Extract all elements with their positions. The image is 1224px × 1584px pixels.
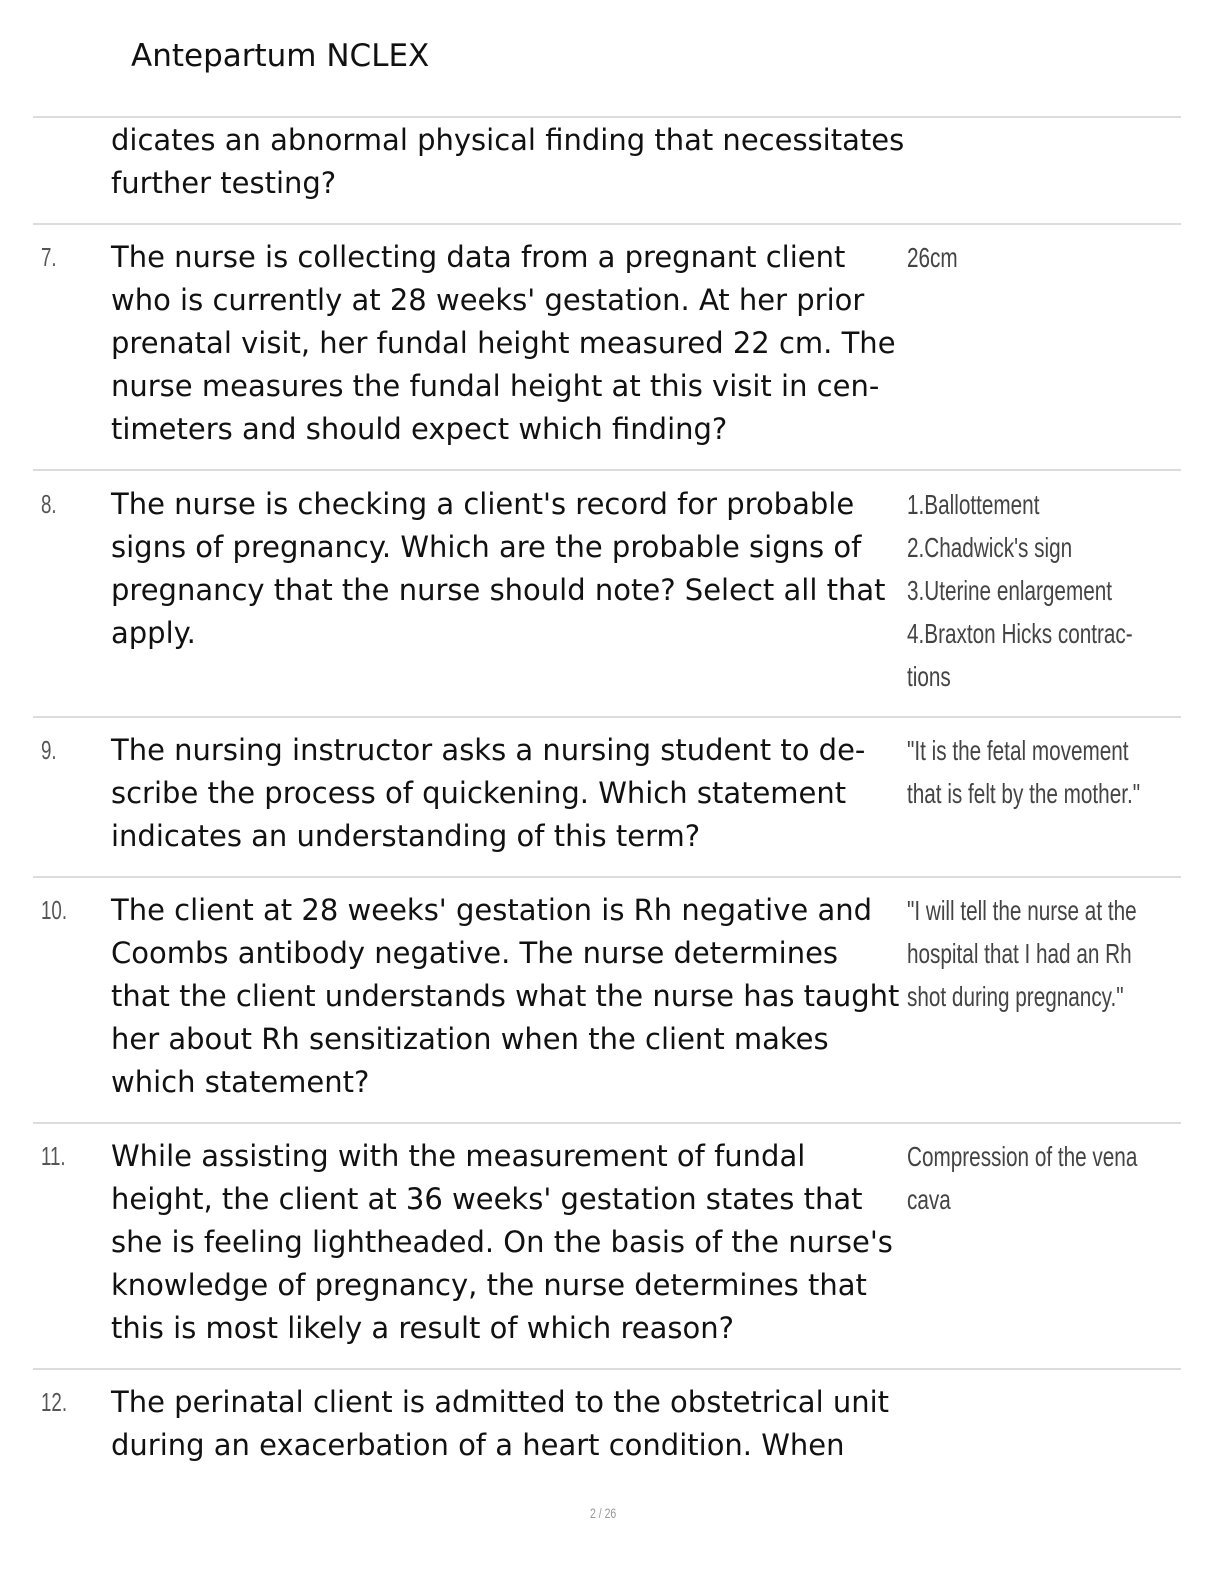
question-line: scribe the process of quickening. Which statement [111, 776, 847, 810]
answer-line: shot during pregnancy." [907, 981, 1124, 1012]
question-number: 9. [41, 735, 57, 765]
question-line: prenatal visit, her fundal height measured 22 cm. The [111, 326, 896, 360]
answer-text [907, 483, 1133, 698]
question-line: Coombs antibody negative. The nurse determines [111, 936, 839, 970]
question-line: her about Rh sensitization when the client makes [111, 1022, 829, 1056]
question-line: dicates an abnormal physical finding that necessitates [111, 123, 905, 157]
question-line: who is currently at 28 weeks' gestation. At her prior [111, 283, 865, 317]
question-number: 10. [41, 895, 68, 925]
question-line: this is most likely a result of which reason? [111, 1311, 735, 1345]
question-text [111, 729, 901, 858]
answer-line: 3.Uterine enlargement [907, 575, 1113, 606]
question-line: during an exacerbation of a heart condition. When [111, 1428, 845, 1462]
question-number: 11. [41, 1141, 66, 1171]
question-line: pregnancy that the nurse should note? Select all that [111, 573, 886, 607]
question-line: The perinatal client is admitted to the obstetrical unit [111, 1385, 890, 1419]
page-title: Antepartum NCLEX [131, 38, 430, 74]
question-number: 12. [41, 1387, 68, 1417]
question-line: The client at 28 weeks' gestation is Rh negative and [111, 893, 873, 927]
answer-line: tions [907, 661, 951, 692]
question-text [111, 1135, 901, 1350]
question-text [111, 889, 901, 1104]
divider [33, 716, 1181, 718]
question-line: The nursing instructor asks a nursing student to de- [111, 733, 866, 767]
question-text [111, 1381, 901, 1467]
question-line: she is feeling lightheaded. On the basis of the nurse's [111, 1225, 893, 1259]
divider [33, 1122, 1181, 1124]
answer-text [907, 236, 1129, 279]
divider [33, 116, 1181, 118]
question-line: knowledge of pregnancy, the nurse determines that [111, 1268, 867, 1302]
question-text [111, 483, 901, 655]
answer-line: 26cm [907, 242, 958, 273]
answer-line: 2.Chadwick's sign [907, 532, 1073, 563]
continued-question-text [111, 119, 905, 205]
question-line: indicates an understanding of this term? [111, 819, 701, 853]
question-line: further testing? [111, 166, 337, 200]
question-line: apply. [111, 616, 196, 650]
question-number: 8. [41, 489, 57, 519]
answer-line: "It is the fetal movement [907, 735, 1129, 766]
divider [33, 1368, 1181, 1370]
question-line: height, the client at 36 weeks' gestation states that [111, 1182, 863, 1216]
question-number: 7. [41, 242, 57, 272]
divider [33, 223, 1181, 225]
question-line: timeters and should expect which finding? [111, 412, 728, 446]
answer-text [907, 889, 1137, 1018]
answer-line: that is felt by the mother." [907, 778, 1141, 809]
question-line: While assisting with the measurement of fundal [111, 1139, 806, 1173]
question-line: nurse measures the fundal height at this visit in cen- [111, 369, 880, 403]
question-text [111, 236, 901, 451]
answer-text [907, 1135, 1138, 1221]
question-line: The nurse is checking a client's record for probable [111, 487, 855, 521]
answer-line: 4.Braxton Hicks contrac- [907, 618, 1133, 649]
answer-line: Compression of the vena [907, 1141, 1138, 1172]
answer-line: 1.Ballottement [907, 489, 1040, 520]
question-line: signs of pregnancy. Which are the probable signs of [111, 530, 862, 564]
question-line: that the client understands what the nurse has taught [111, 979, 900, 1013]
answer-line: cava [907, 1184, 951, 1215]
answer-line: hospital that I had an Rh [907, 938, 1132, 969]
answer-line: "I will tell the nurse at the [907, 895, 1137, 926]
answer-text [907, 729, 1141, 815]
divider [33, 469, 1181, 471]
question-line: which statement? [111, 1065, 370, 1099]
question-line: The nurse is collecting data from a pregnant client [111, 240, 846, 274]
page-number: 2 / 26 [590, 1505, 617, 1521]
divider [33, 876, 1181, 878]
